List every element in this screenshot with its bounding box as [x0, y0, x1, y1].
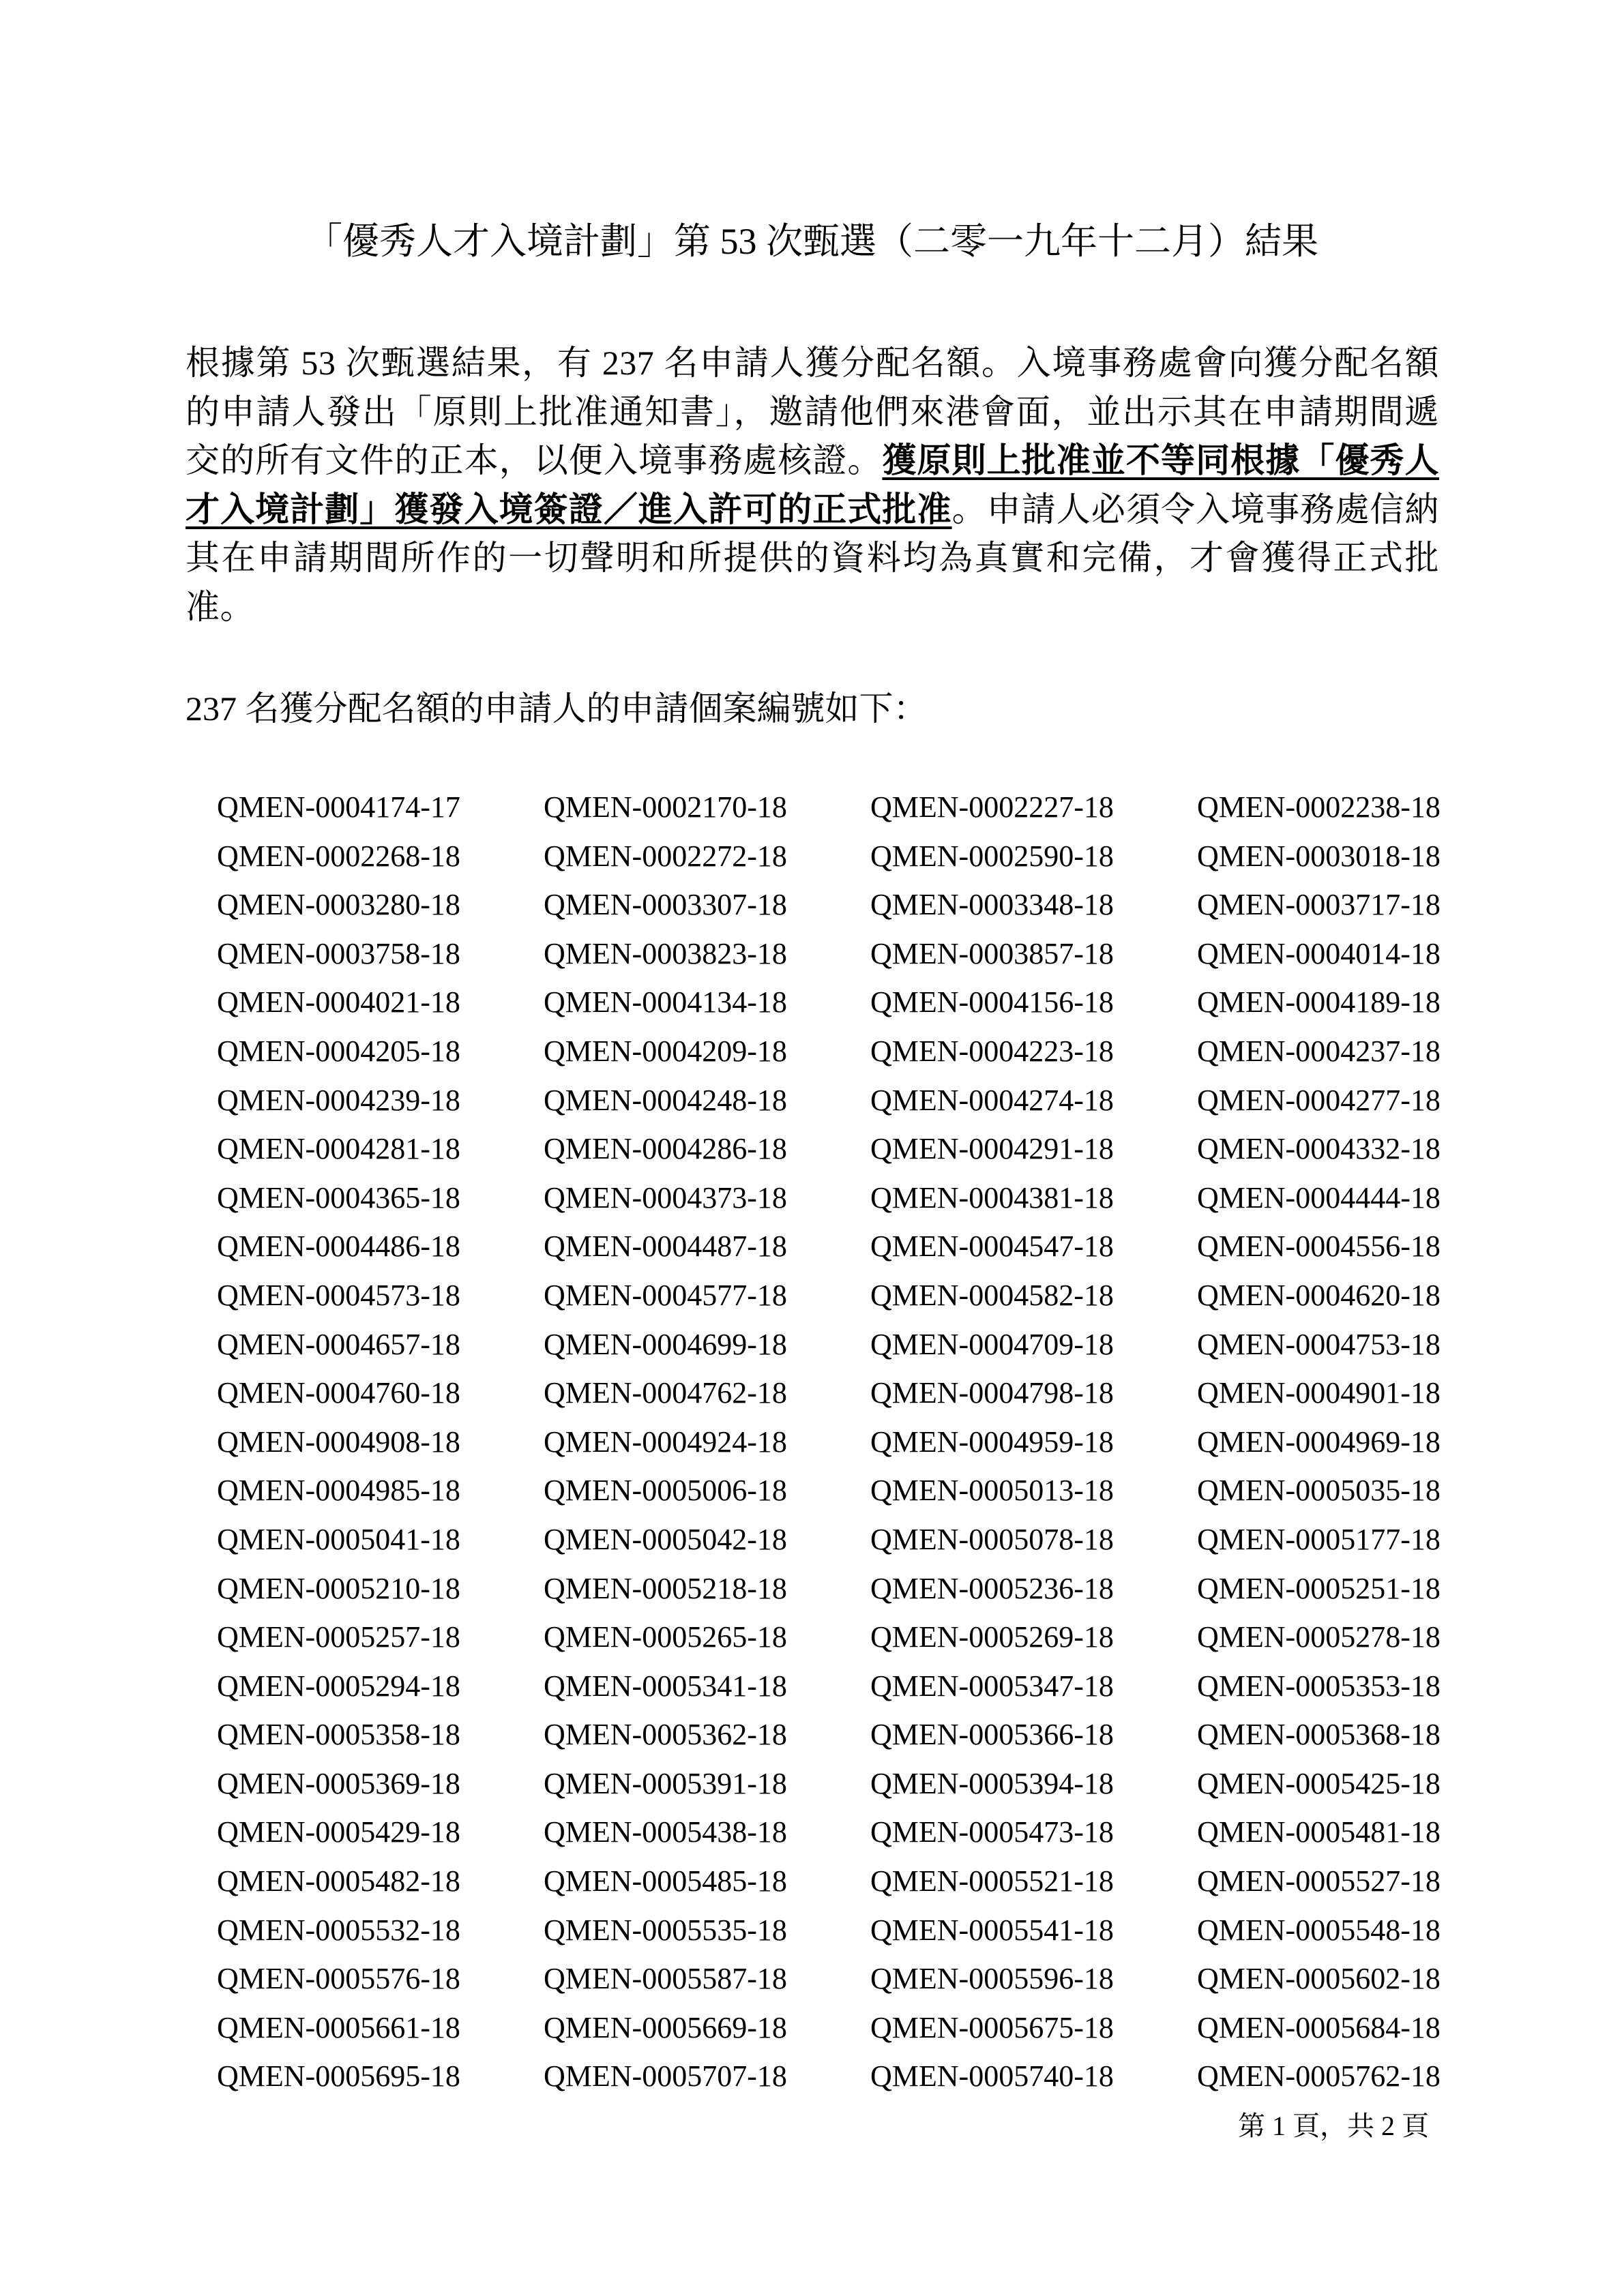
case-number: QMEN-0005394-18	[870, 1766, 1114, 1800]
case-number: QMEN-0005527-18	[1197, 1864, 1441, 1898]
case-number: QMEN-0005661-18	[217, 2010, 460, 2044]
case-number: QMEN-0004760-18	[217, 1376, 460, 1410]
case-number: QMEN-0005251-18	[1197, 1571, 1441, 1605]
case-number: QMEN-0005684-18	[1197, 2010, 1441, 2044]
case-number: QMEN-0004959-18	[870, 1425, 1114, 1459]
case-number: QMEN-0002272-18	[544, 839, 787, 873]
body-paragraph	[186, 339, 1439, 631]
case-number: QMEN-0003348-18	[870, 888, 1114, 922]
case-number: QMEN-0003717-18	[1197, 888, 1441, 922]
case-number: QMEN-0004901-18	[1197, 1376, 1441, 1410]
intro-text: 名獲分配名額的申請人的申請個案編號如下：	[245, 689, 928, 728]
case-number: QMEN-0005429-18	[217, 1815, 460, 1849]
case-number: QMEN-0005210-18	[217, 1571, 460, 1605]
footer-text: 頁，共	[1293, 2111, 1374, 2142]
case-number: QMEN-0004699-18	[544, 1327, 787, 1361]
case-number: QMEN-0005041-18	[217, 1522, 460, 1556]
case-number: QMEN-0005341-18	[544, 1669, 787, 1703]
case-number: QMEN-0005707-18	[544, 2059, 787, 2093]
case-number: QMEN-0004134-18	[544, 985, 787, 1019]
case-number: QMEN-0005177-18	[1197, 1522, 1441, 1556]
case-number: QMEN-0005362-18	[544, 1718, 787, 1752]
case-number: QMEN-0004582-18	[870, 1278, 1114, 1312]
case-number: QMEN-0005762-18	[1197, 2059, 1441, 2093]
case-number: QMEN-0004248-18	[544, 1083, 787, 1117]
emphasized-notice: 獲原則上批准並不等同根據「優秀人才入境計劃」獲發入境簽證／進入許可的正式批准	[186, 441, 1440, 529]
case-number: QMEN-0005278-18	[1197, 1620, 1441, 1654]
case-number: QMEN-0004237-18	[1197, 1034, 1441, 1068]
case-number: QMEN-0005368-18	[1197, 1718, 1441, 1752]
case-number: QMEN-0004657-18	[217, 1327, 460, 1361]
case-number: QMEN-0004969-18	[1197, 1425, 1441, 1459]
case-number: QMEN-0005236-18	[870, 1571, 1114, 1605]
case-number: QMEN-0005358-18	[217, 1718, 460, 1752]
total-pages: 2	[1374, 2111, 1402, 2141]
case-number: QMEN-0004577-18	[544, 1278, 787, 1312]
case-number: QMEN-0004556-18	[1197, 1229, 1441, 1264]
para-text: 。申請人必須令入境事務處信納其在申請期間所作的一切聲明和所提供的資料均為真實和完備，才會獲得正式批准。	[186, 489, 1440, 627]
case-number: QMEN-0004762-18	[544, 1376, 787, 1410]
case-number: QMEN-0005602-18	[1197, 1962, 1441, 1996]
case-number: QMEN-0004381-18	[870, 1180, 1114, 1214]
case-number: QMEN-0004274-18	[870, 1083, 1114, 1117]
case-number: QMEN-0005013-18	[870, 1474, 1114, 1508]
case-number: QMEN-0004189-18	[1197, 985, 1441, 1019]
footer-text: 第	[1238, 2111, 1265, 2142]
case-number: QMEN-0003758-18	[217, 936, 460, 970]
case-number: QMEN-0005473-18	[870, 1815, 1114, 1849]
case-number: QMEN-0005006-18	[544, 1474, 787, 1508]
case-number: QMEN-0005353-18	[1197, 1669, 1441, 1703]
case-number: QMEN-0003823-18	[544, 936, 787, 970]
case-number: QMEN-0002238-18	[1197, 790, 1441, 824]
case-number: QMEN-0002227-18	[870, 790, 1114, 824]
case-number: QMEN-0004753-18	[1197, 1327, 1441, 1361]
case-number: QMEN-0004156-18	[870, 985, 1114, 1019]
case-number: QMEN-0005541-18	[870, 1913, 1114, 1947]
case-number: QMEN-0004021-18	[217, 985, 460, 1019]
case-number: QMEN-0004174-17	[217, 790, 460, 824]
case-number: QMEN-0004209-18	[544, 1034, 787, 1068]
case-number: QMEN-0005369-18	[217, 1766, 460, 1800]
case-number: QMEN-0004547-18	[870, 1229, 1114, 1264]
case-number: QMEN-0005218-18	[544, 1571, 787, 1605]
applicant-count: 237	[592, 344, 664, 382]
page-footer	[1238, 2107, 1429, 2145]
case-number: QMEN-0005532-18	[217, 1913, 460, 1947]
case-number: QMEN-0005425-18	[1197, 1766, 1441, 1800]
case-number: QMEN-0003307-18	[544, 888, 787, 922]
case-number: QMEN-0005695-18	[217, 2059, 460, 2093]
case-number: QMEN-0004924-18	[544, 1425, 787, 1459]
case-number: QMEN-0004486-18	[217, 1229, 460, 1264]
case-number: QMEN-0005740-18	[870, 2059, 1114, 2093]
case-number: QMEN-0005587-18	[544, 1962, 787, 1996]
case-number: QMEN-0004487-18	[544, 1229, 787, 1264]
case-number: QMEN-0005035-18	[1197, 1474, 1441, 1508]
applicant-count: 237	[186, 689, 246, 728]
case-number: QMEN-0005669-18	[544, 2010, 787, 2044]
case-number: QMEN-0005294-18	[217, 1669, 460, 1703]
case-number: QMEN-0003857-18	[870, 936, 1114, 970]
case-number: QMEN-0004291-18	[870, 1132, 1114, 1166]
case-number: QMEN-0004798-18	[870, 1376, 1114, 1410]
case-number: QMEN-0005042-18	[544, 1522, 787, 1556]
current-page: 1	[1265, 2111, 1293, 2141]
case-number: QMEN-0004985-18	[217, 1474, 460, 1508]
case-number: QMEN-0005521-18	[870, 1864, 1114, 1898]
case-number: QMEN-0004277-18	[1197, 1083, 1441, 1117]
case-number: QMEN-0004205-18	[217, 1034, 460, 1068]
case-number: QMEN-0005548-18	[1197, 1913, 1441, 1947]
footer-text: 頁	[1402, 2111, 1429, 2142]
title-round-number: 53	[711, 221, 766, 262]
case-number: QMEN-0003018-18	[1197, 839, 1441, 873]
title-prefix: 「優秀人才入境計劃」第	[306, 220, 711, 263]
round-number: 53	[291, 344, 346, 382]
case-number: QMEN-0004620-18	[1197, 1278, 1441, 1312]
case-number: QMEN-0004281-18	[217, 1132, 460, 1166]
case-number: QMEN-0005366-18	[870, 1718, 1114, 1752]
case-number-table	[217, 783, 1524, 2101]
case-number: QMEN-0004332-18	[1197, 1132, 1441, 1166]
case-number: QMEN-0004286-18	[544, 1132, 787, 1166]
title-suffix: 次甄選（二零一九年十二月）結果	[766, 220, 1318, 263]
case-number: QMEN-0002170-18	[544, 790, 787, 824]
case-number: QMEN-0002590-18	[870, 839, 1114, 873]
case-number: QMEN-0005391-18	[544, 1766, 787, 1800]
para-text: 名申請人獲分配名額。入境事務處會向獲分配名額的申請人發出「原則上批准通知書」，邀請他們來港會面，並出示其在申請期間遞交的所有文件的正本，以便入境事務處核證。	[186, 343, 1440, 480]
case-number: QMEN-0003280-18	[217, 888, 460, 922]
case-number: QMEN-0004014-18	[1197, 936, 1441, 970]
para-text: 次甄選結果，有	[345, 343, 593, 383]
case-number: QMEN-0005481-18	[1197, 1815, 1441, 1849]
case-number: QMEN-0005675-18	[870, 2010, 1114, 2044]
case-number: QMEN-0002268-18	[217, 839, 460, 873]
case-number: QMEN-0005485-18	[544, 1864, 787, 1898]
case-number: QMEN-0005347-18	[870, 1669, 1114, 1703]
case-number: QMEN-0004365-18	[217, 1180, 460, 1214]
case-number: QMEN-0005265-18	[544, 1620, 787, 1654]
case-number: QMEN-0004573-18	[217, 1278, 460, 1312]
case-number: QMEN-0005078-18	[870, 1522, 1114, 1556]
case-number: QMEN-0005482-18	[217, 1864, 460, 1898]
case-number: QMEN-0004223-18	[870, 1034, 1114, 1068]
case-number: QMEN-0005596-18	[870, 1962, 1114, 1996]
case-number: QMEN-0005576-18	[217, 1962, 460, 1996]
para-text: 根據第	[186, 343, 292, 383]
case-number: QMEN-0005535-18	[544, 1913, 787, 1947]
case-number: QMEN-0004908-18	[217, 1425, 460, 1459]
case-number: QMEN-0004239-18	[217, 1083, 460, 1117]
case-number: QMEN-0004373-18	[544, 1180, 787, 1214]
case-number: QMEN-0005438-18	[544, 1815, 787, 1849]
page-title	[0, 217, 1624, 266]
case-number: QMEN-0005269-18	[870, 1620, 1114, 1654]
case-number: QMEN-0004709-18	[870, 1327, 1114, 1361]
case-number: QMEN-0005257-18	[217, 1620, 460, 1654]
case-number: QMEN-0004444-18	[1197, 1180, 1441, 1214]
case-list-intro	[186, 684, 928, 733]
